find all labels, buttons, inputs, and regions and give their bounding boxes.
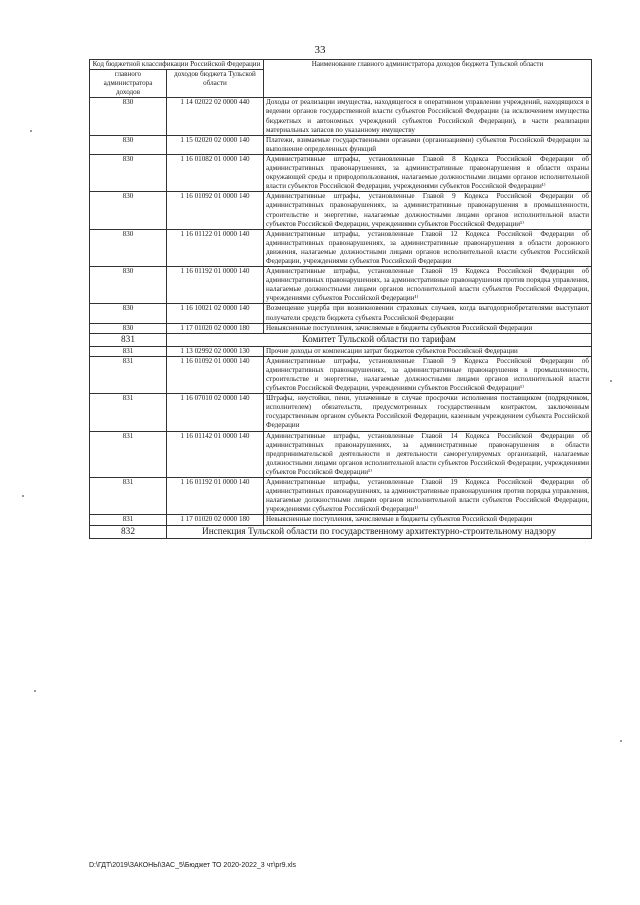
table-row	[90, 192, 592, 229]
table-row	[90, 304, 592, 323]
income-code-cell: 1 15 02020 02 0000 140	[167, 135, 264, 154]
scan-speck	[34, 690, 36, 692]
admin-code-cell: 830	[90, 98, 167, 135]
table-row	[90, 431, 592, 477]
page-number: 33	[314, 44, 326, 56]
income-code-cell: 1 14 02022 02 0000 440	[167, 98, 264, 135]
income-code-cell: 1 13 02992 02 0000 130	[167, 346, 264, 356]
income-code-cell: 1 16 07010 02 0000 140	[167, 394, 264, 431]
table-row	[90, 98, 592, 135]
table-row	[90, 154, 592, 191]
income-description-cell: Возмещение ущерба при возникновении страховых случаев, когда выгодоприобретателями выступают получатели средств бюджета субъекта Российской Федерации	[264, 304, 592, 323]
header-budget-classification-code: Код бюджетной классификации Российской Федерации	[90, 60, 264, 70]
income-description-cell: Административные штрафы, установленные Главой 19 Кодекса Российской Федерации об административных правонарушениях, за административные правонарушения против порядка управления, налагаемые должностными лицами органов исполнительной власти субъектов Российской Федерации, учреждениями субъектов Российской Федерации¹⁾	[264, 267, 592, 304]
scan-speck	[30, 130, 32, 132]
admin-code-cell: 831	[90, 478, 167, 515]
income-description-cell: Платежи, взимаемые государственными органами (организациями) субъектов Российской Федерации за выполнение определенных функций	[264, 135, 592, 154]
table-row	[90, 478, 592, 515]
admin-code-cell: 831	[90, 394, 167, 431]
income-description-cell: Административные штрафы, установленные Главой 9 Кодекса Российской Федерации об административных правонарушениях, за административные правонарушения в промышленности, строительстве и энергетике, налагаемые должностными лицами органов исполнительной власти субъектов Российской Федерации, учреждениями субъектов Российской Федерации¹⁾	[264, 356, 592, 393]
income-code-cell: 1 17 01020 02 0000 180	[167, 515, 264, 525]
table-row	[90, 356, 592, 393]
income-code-cell: 1 16 01092 01 0000 140	[167, 356, 264, 393]
admin-code-cell: 830	[90, 323, 167, 333]
admin-code-cell: 830	[90, 229, 167, 266]
income-description-cell: Штрафы, неустойки, пени, уплаченные в случае просрочки исполнения поставщиком (подрядчиком, исполнителем) обязательств, предусмотренных государственным контрактом, заключенным государственным органом субъекта Российской Федерации, казенным учреждением субъекта Российской Федерации	[264, 394, 592, 431]
revenue-admin-table	[89, 59, 592, 539]
administrator-title-cell: Инспекция Тульской области по государственному архитектурно-строительному надзору	[167, 525, 592, 538]
table-row	[90, 267, 592, 304]
income-description-cell: Административные штрафы, установленные Главой 9 Кодекса Российской Федерации об административных правонарушениях, за административные правонарушения в промышленности, строительстве и энергетике, налагаемые должностными лицами органов исполнительной власти субъектов Российской Федерации, учреждениями субъектов Российской Федерации¹⁾	[264, 192, 592, 229]
table-row	[90, 394, 592, 431]
admin-code-cell: 830	[90, 154, 167, 191]
table-row	[90, 323, 592, 333]
scan-speck	[22, 495, 24, 497]
administrator-title-cell: Комитет Тульской области по тарифам	[167, 333, 592, 346]
section-title-row	[90, 525, 592, 538]
admin-code-cell: 830	[90, 267, 167, 304]
income-code-cell: 1 16 01142 01 0000 140	[167, 431, 264, 477]
admin-code-cell: 831	[90, 431, 167, 477]
table-row	[90, 135, 592, 154]
admin-code-cell: 831	[90, 333, 167, 346]
table-row	[90, 229, 592, 266]
header-income-code: доходов бюджета Тульской области	[167, 70, 264, 98]
income-description-cell: Доходы от реализации имущества, находящегося в оперативном управлении учреждений, находящихся в ведении органов государственной власти субъектов Российской Федерации (за исключением имущества бюджетных и автономных учреждений субъектов Российской Федерации), в части реализации материальных запасов по указанному имуществу	[264, 98, 592, 135]
table-row	[90, 346, 592, 356]
income-description-cell: Административные штрафы, установленные Главой 8 Кодекса Российской Федерации об административных правонарушениях, за административные правонарушения в области охраны окружающей среды и природопользования, налагаемые должностными лицами органов исполнительной власти субъектов Российской Федерации, учреждениями субъектов Российской Федерации¹⁾	[264, 154, 592, 191]
income-description-cell: Административные штрафы, установленные Главой 12 Кодекса Российской Федерации об административных правонарушениях, за административные правонарушения в области дорожного движения, налагаемые должностными лицами органов исполнительной власти субъектов Российской Федерации, учреждениями субъектов Российской Федерации	[264, 229, 592, 266]
admin-code-cell: 831	[90, 356, 167, 393]
admin-code-cell: 831	[90, 515, 167, 525]
admin-code-cell: 830	[90, 192, 167, 229]
income-code-cell: 1 16 10021 02 0000 140	[167, 304, 264, 323]
income-code-cell: 1 16 01092 01 0000 140	[167, 192, 264, 229]
income-code-cell: 1 17 01020 02 0000 180	[167, 323, 264, 333]
table-body	[90, 98, 592, 538]
admin-code-cell: 832	[90, 525, 167, 538]
income-code-cell: 1 16 01192 01 0000 140	[167, 478, 264, 515]
income-description-cell: Административные штрафы, установленные Главой 14 Кодекса Российской Федерации об административных правонарушениях, за административные правонарушения в области предпринимательской деятельности и деятельности саморегулируемых организаций, налагаемые должностными лицами органов исполнительной власти субъектов Российской Федерации, учреждениями субъектов Российской Федерации¹⁾	[264, 431, 592, 477]
file-path-footer: D:\ГДТ\2019\ЗАКОНЫ\ЗАС_5\Бюджет ТО 2020-2022_3 чт\pr9.xls	[89, 862, 297, 869]
admin-code-cell: 830	[90, 304, 167, 323]
income-description-cell: Прочие доходы от компенсации затрат бюджетов субъектов Российской Федерации	[264, 346, 592, 356]
admin-code-cell: 830	[90, 135, 167, 154]
table-row	[90, 515, 592, 525]
income-description-cell: Невыясненные поступления, зачисляемые в бюджеты субъектов Российской Федерации	[264, 323, 592, 333]
income-code-cell: 1 16 01122 01 0000 140	[167, 229, 264, 266]
scan-speck	[620, 740, 622, 742]
admin-code-cell: 831	[90, 346, 167, 356]
income-description-cell: Невыясненные поступления, зачисляемые в бюджеты субъектов Российской Федерации	[264, 515, 592, 525]
income-description-cell: Административные штрафы, установленные Главой 19 Кодекса Российской Федерации об административных правонарушениях, за административные правонарушения против порядка управления, налагаемые должностными лицами органов исполнительной власти субъектов Российской Федерации, учреждениями субъектов Российской Федерации¹⁾	[264, 478, 592, 515]
income-code-cell: 1 16 01192 01 0000 140	[167, 267, 264, 304]
section-title-row	[90, 333, 592, 346]
header-admin-name: Наименование главного администратора доходов бюджета Тульской области	[264, 60, 592, 98]
header-admin-code: главного администратора доходов	[90, 70, 167, 98]
income-code-cell: 1 16 01082 01 0000 140	[167, 154, 264, 191]
scan-speck	[610, 380, 612, 382]
